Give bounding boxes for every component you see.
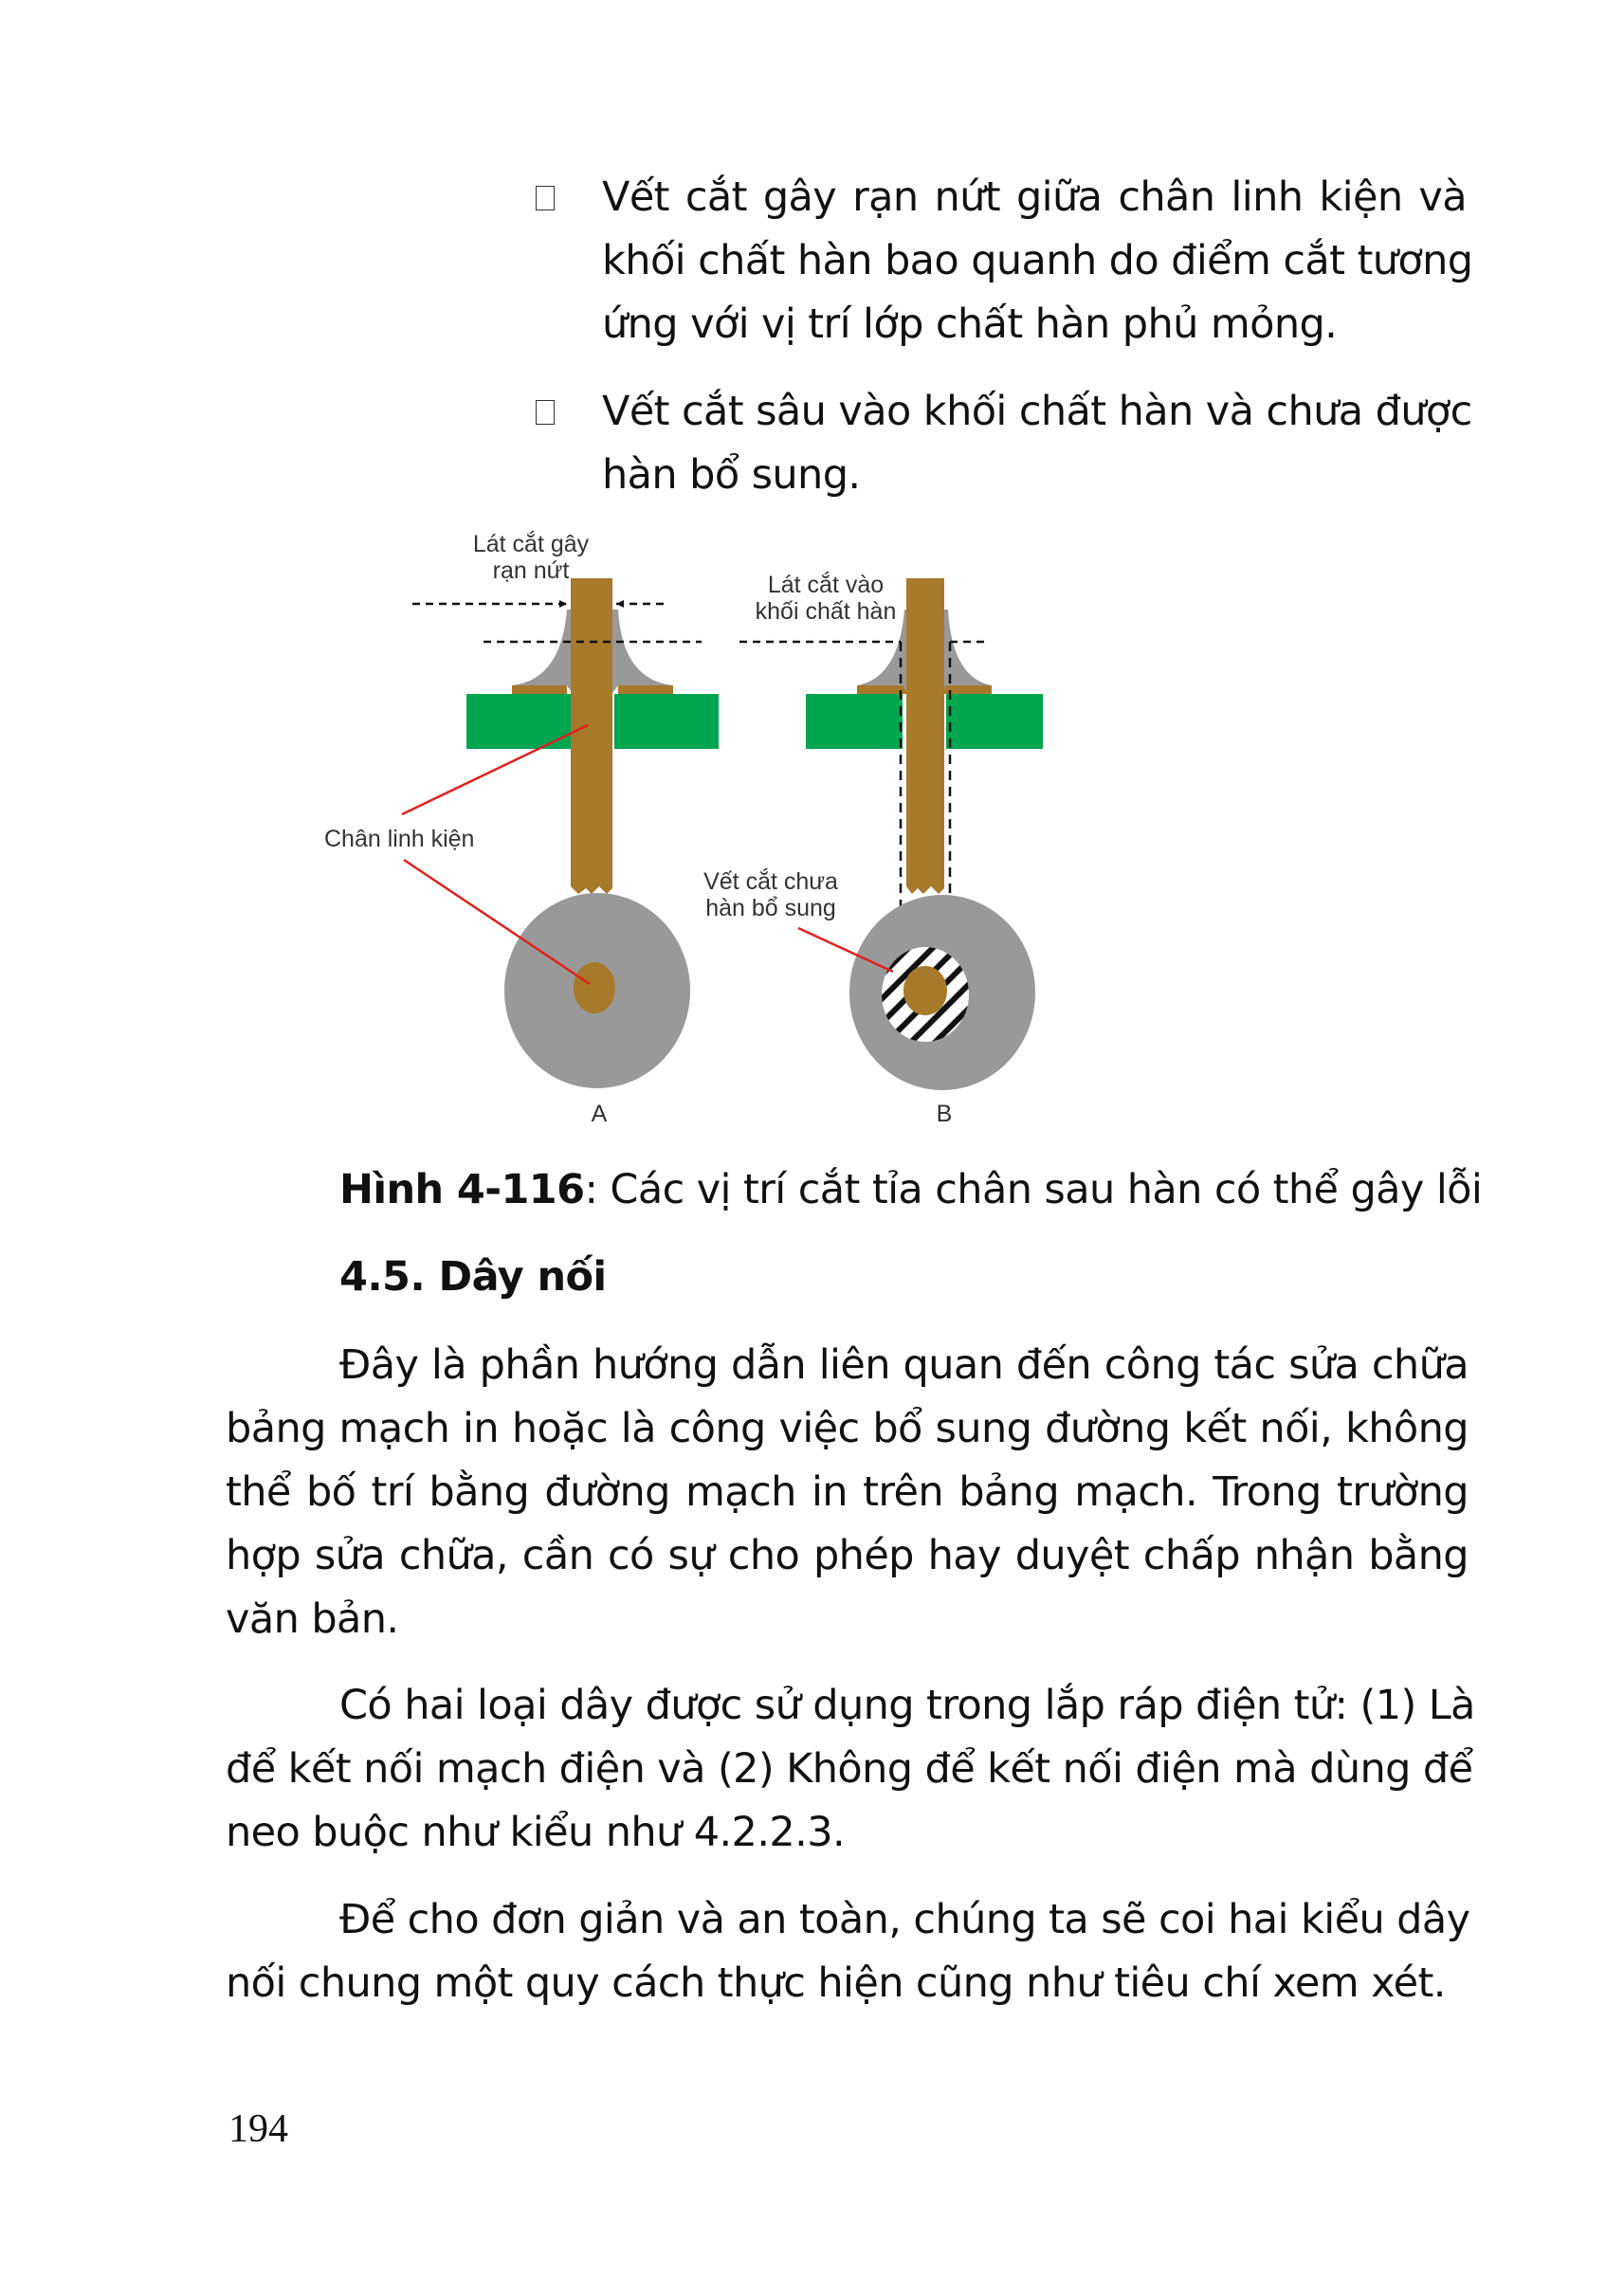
label-cut-crack: Lát cắt gây <box>472 531 590 557</box>
figure-caption-text: : Các vị trí cắt tỉa chân sau hàn có thể gây lỗi <box>584 1166 1483 1213</box>
lead-top <box>903 966 947 1015</box>
pcb-board-right <box>946 694 1043 749</box>
paragraph-line: văn bản. <box>226 1595 399 1643</box>
solder-cut-diagram <box>313 526 1109 1133</box>
paragraph-line: bảng mạch in hoặc là công việc bổ sung đường kết nối, không <box>226 1405 1469 1452</box>
paragraph <box>226 1334 1469 1651</box>
copper-pad-right <box>940 685 992 694</box>
panel-label-b: B <box>936 1101 953 1127</box>
bullet-text-line: khối chất hàn bao quanh do điểm cắt tương <box>602 237 1473 284</box>
panel-label-a: A <box>591 1101 608 1127</box>
panel-a-top-view <box>504 893 690 1088</box>
lead-top <box>574 962 615 1013</box>
bullet-text-line: Vết cắt gây rạn nứt giữa chân linh kiện và <box>602 173 1467 221</box>
component-lead <box>906 578 944 894</box>
paragraph-line: neo buộc như kiểu như 4.2.2.3. <box>226 1809 846 1856</box>
page-number: 194 <box>228 2107 288 2151</box>
bullet-text-line: hàn bổ sung. <box>602 451 861 499</box>
figure-number: Hình 4-116 <box>339 1166 585 1213</box>
copper-pad-right <box>618 685 673 694</box>
bullet-text-line: Vết cắt sâu vào khối chất hàn và chưa được <box>602 388 1472 435</box>
paragraph-line: để kết nối mạch điện và (2) Không để kết nối điện mà dùng để <box>226 1745 1473 1793</box>
label-cut-crack: rạn nứt <box>492 557 570 584</box>
paragraph-line: Để cho đơn giản và an toàn, chúng ta sẽ coi hai kiểu dây <box>339 1896 1470 1943</box>
label-component-lead: Chân linh kiện <box>324 826 475 852</box>
missing-glyph-box-icon <box>536 400 555 425</box>
figure-caption <box>339 1158 1482 1222</box>
paragraph <box>226 1888 1469 2015</box>
label-unfilled-cut: Vết cắt chưa <box>703 868 838 895</box>
component-lead <box>571 578 612 894</box>
missing-glyph-box-icon <box>536 186 555 210</box>
arrow-head <box>559 600 567 608</box>
label-cut-solder: khối chất hàn <box>755 598 897 625</box>
paragraph-line: Có hai loại dây được sử dụng trong lắp ráp điện tử: (1) Là <box>339 1682 1475 1729</box>
arrow-head <box>616 600 624 608</box>
paragraph <box>226 1674 1475 1865</box>
bullet-text-line: ứng với vị trí lớp chất hàn phủ mỏng. <box>602 301 1338 348</box>
section-heading: 4.5. Dây nối <box>339 1253 607 1301</box>
paragraph-line: Đây là phần hướng dẫn liên quan đến công tác sửa chữa <box>339 1341 1469 1389</box>
copper-pad-left <box>512 685 567 694</box>
paragraph-line: hợp sửa chữa, cần có sự cho phép hay duyệt chấp nhận bằng <box>226 1532 1469 1579</box>
pcb-board-left <box>806 694 903 749</box>
panel-b-top-view <box>849 895 1035 1090</box>
label-unfilled-cut: hàn bổ sung <box>705 895 836 921</box>
pcb-board-right <box>614 694 719 749</box>
label-cut-solder: Lát cắt vào <box>767 572 885 598</box>
paragraph-line: nối chung một quy cách thực hiện cũng như tiêu chí xem xét. <box>226 1959 1446 2007</box>
paragraph-line: thể bố trí bằng đường mạch in trên bảng mạch. Trong trường <box>226 1468 1469 1516</box>
